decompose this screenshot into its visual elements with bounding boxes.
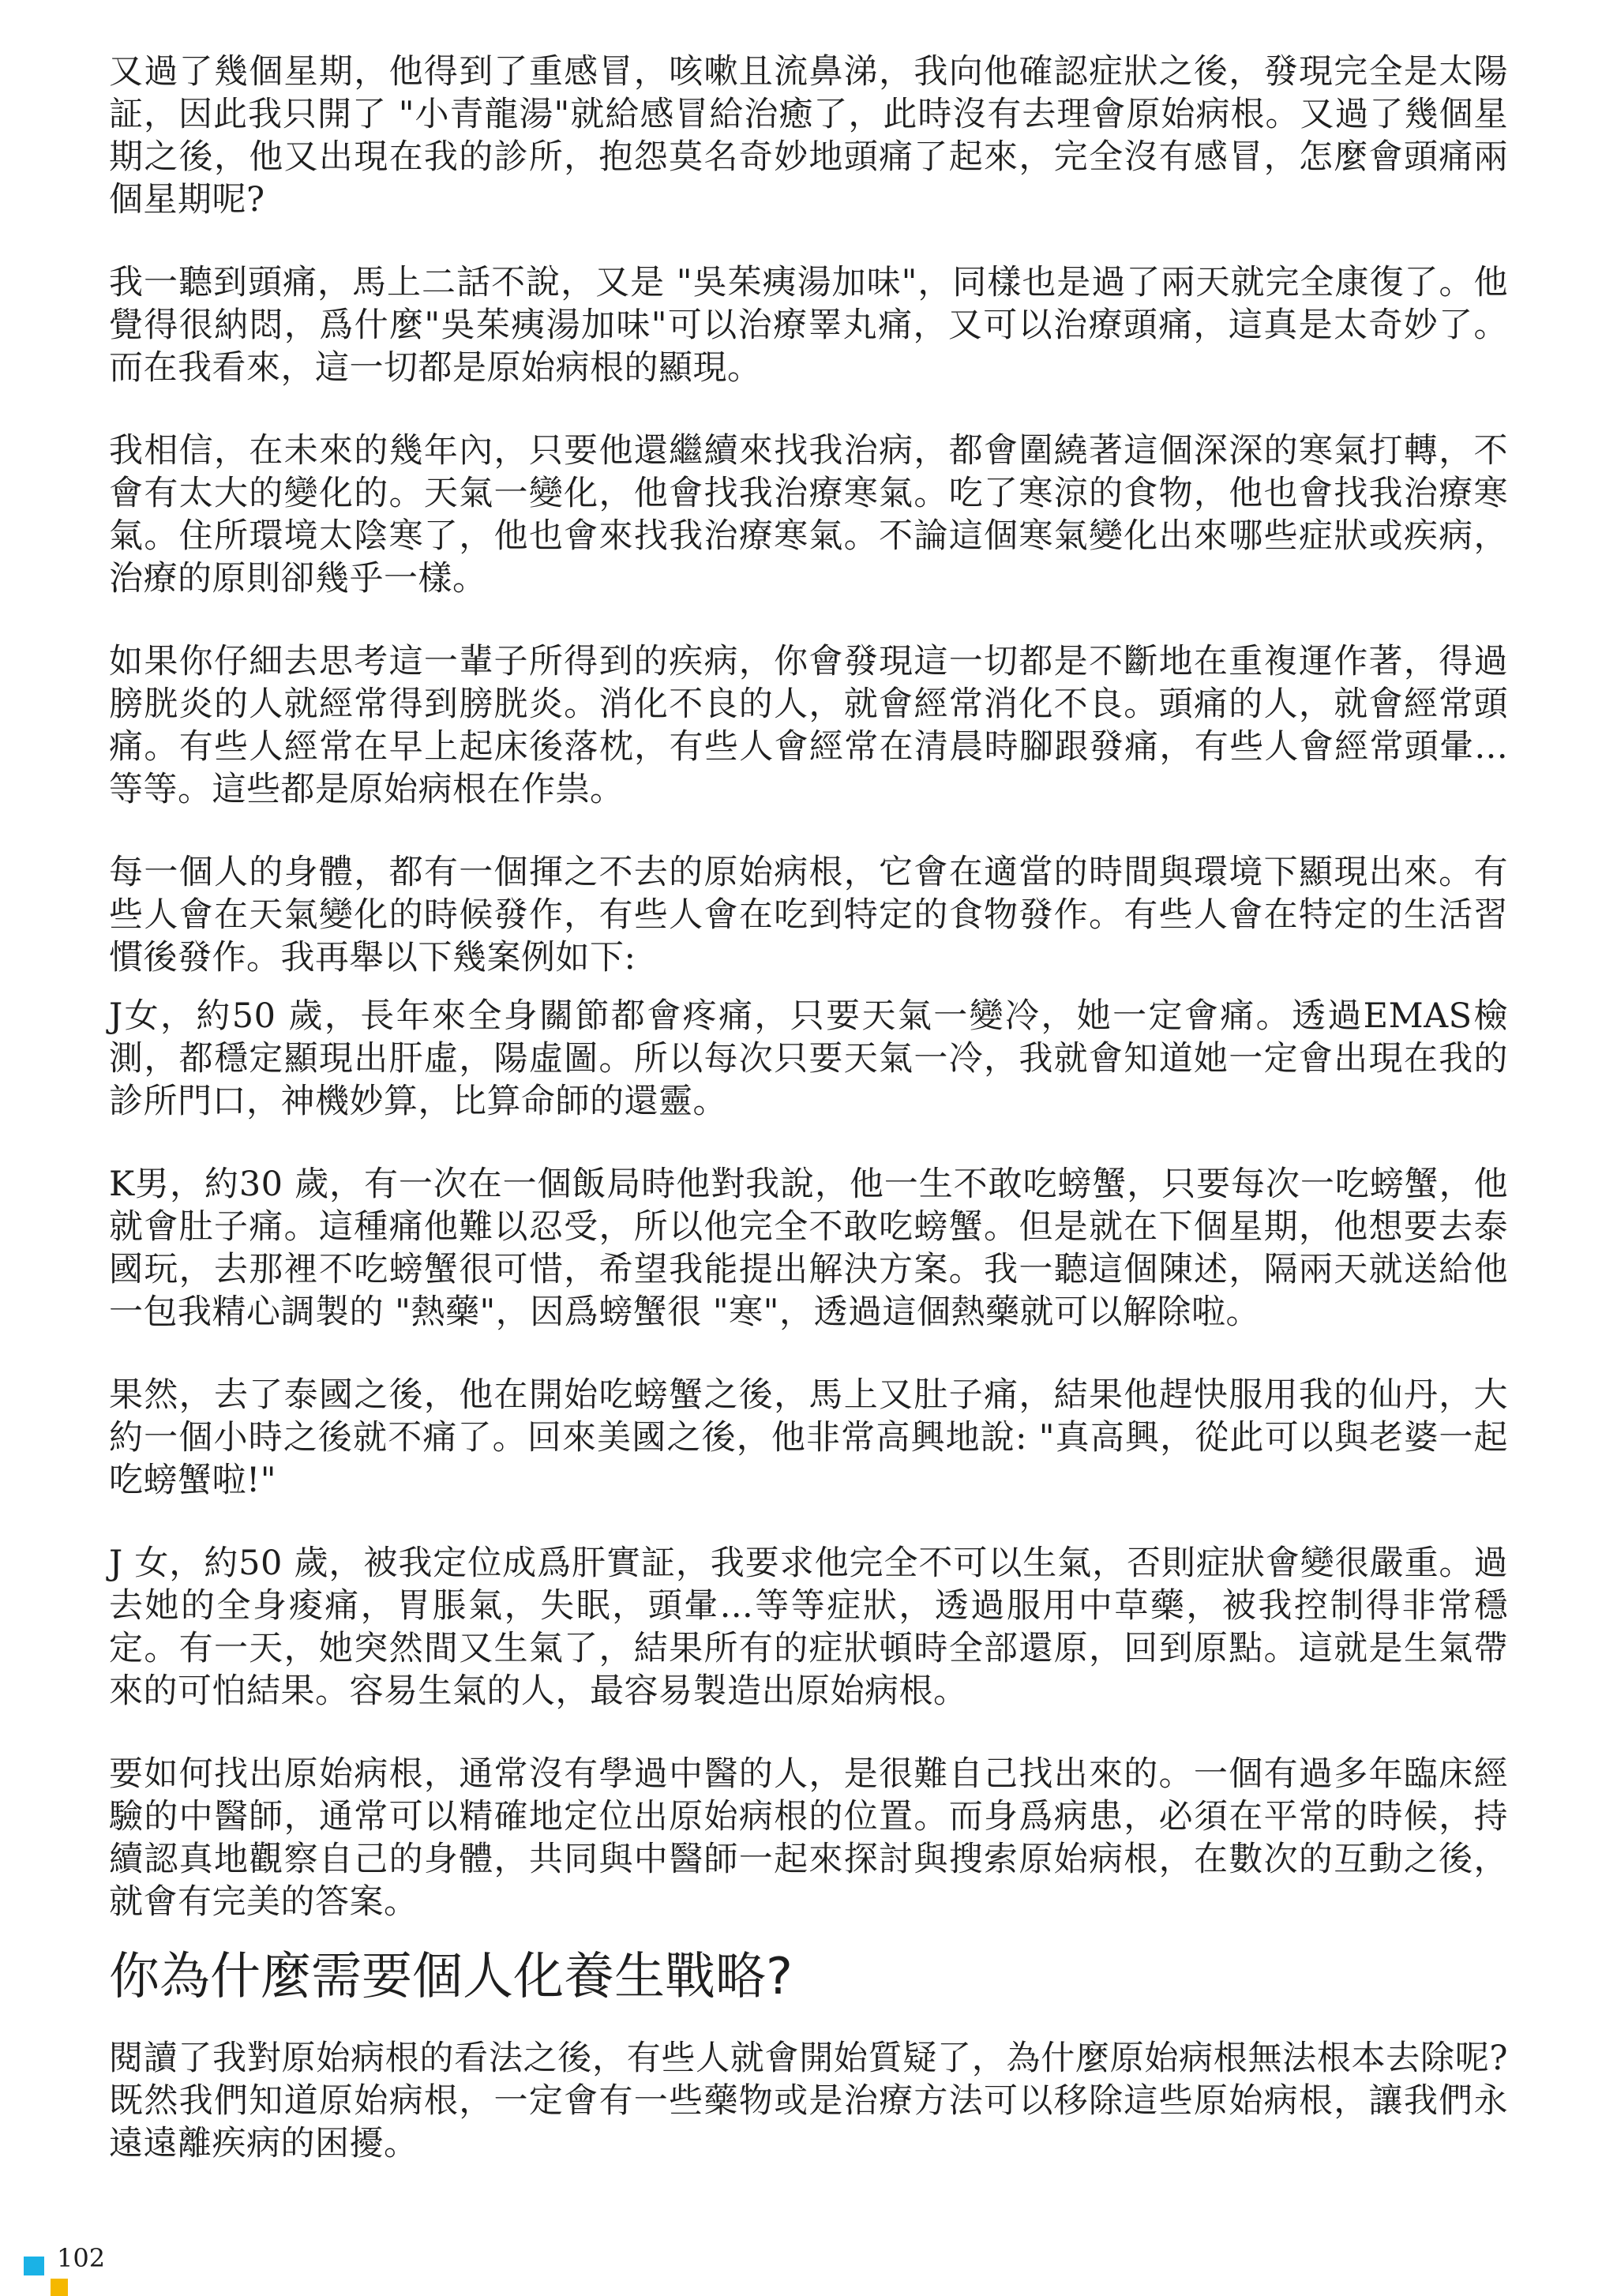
section-paragraph: 閱讀了我對原始病根的看法之後，有些人就會開始質疑了，為什麼原始病根無法根本去除呢?既然我們知道原始病根，一定會有一些藥物或是治療方法可以移除這些原始病根，讓我們永遠遠離疾病的困擾。: [109, 2039, 1508, 2163]
paragraph-4: 如果你仔細去思考這一輩子所得到的疾病，你會發現這一切都是不斷地在重複運作著，得過膀胱炎的人就經常得到膀胱炎。消化不良的人，就會經常消化不良。頭痛的人，就會經常頭痛。有些人經常在早上起床後落枕，有些人會經常在清晨時腳跟發痛，有些人會經常頭暈...等等。這些都是原始病根在作祟。: [109, 642, 1508, 809]
section-heading: 你為什麼需要個人化養生戰略?: [109, 1948, 793, 2006]
paragraph-3: 我相信，在未來的幾年內，只要他還繼續來找我治病，都會圍繞著這個深深的寒氣打轉，不會有太大的變化的。天氣一變化，他會找我治療寒氣。吃了寒涼的食物，他也會找我治療寒氣。住所環境太陰寒了，他也會來找我治療寒氣。不論這個寒氣變化出來哪些症狀或疾病，治療的原則卻幾乎一樣。: [109, 431, 1508, 598]
paragraph-finding-root-cause: 要如何找出原始病根，通常沒有學過中醫的人，是很難自己找出來的。一個有過多年臨床經驗的中醫師，通常可以精確地定位出原始病根的位置。而身爲病患，必須在平常的時候，持續認真地觀察自己的身體，共同與中醫師一起來探討與搜索原始病根，在數次的互動之後，就會有完美的答案。: [109, 1754, 1508, 1922]
case-k-male-followup: 果然，去了泰國之後，他在開始吃螃蟹之後，馬上又肚子痛，結果他趕快服用我的仙丹，大約一個小時之後就不痛了。回來美國之後，他非常高興地說: "真高興，從此可以與老婆一起吃螃蟹啦!": [109, 1375, 1508, 1500]
paragraph-2: 我一聽到頭痛，馬上二話不說，又是 "吳茱痍湯加味"，同樣也是過了兩天就完全康復了。他覺得很納悶，爲什麼"吳茱痍湯加味"可以治療睪丸痛，又可以治療頭痛，這真是太奇妙了。而在我看來，這一切都是原始病根的顯現。: [109, 263, 1508, 388]
paragraph-5: 每一個人的身體，都有一個揮之不去的原始病根，它會在適當的時間與環境下顯現出來。有些人會在天氣變化的時候發作，有些人會在吃到特定的食物發作。有些人會在特定的生活習慣後發作。我再舉以下幾案例如下:: [109, 853, 1508, 977]
yellow-square-decoration: [51, 2279, 68, 2296]
page-footer: [24, 2243, 182, 2287]
case-j-female-2: J 女，約50 歲，被我定位成爲肝實証，我要求他完全不可以生氣，否則症狀會變很嚴重。過去她的全身痠痛，胃脹氣，失眠，頭暈...等等症狀，透過服用中草藥，被我控制得非常穩定。有一天，她突然間又生氣了，結果所有的症狀頓時全部還原，回到原點。這就是生氣帶來的可怕結果。容易生氣的人，最容易製造出原始病根。: [109, 1544, 1508, 1711]
page-number: 102: [57, 2243, 106, 2273]
cyan-square-decoration: [24, 2257, 44, 2275]
case-j-female-1: J女，約50 歲，長年來全身關節都會疼痛，只要天氣一變冷，她一定會痛。透過EMAS檢測，都穩定顯現出肝虛，陽虛圖。所以每次只要天氣一冷，我就會知道她一定會出現在我的診所門口，神機妙算，比算命師的還靈。: [109, 996, 1508, 1121]
paragraph-1: 又過了幾個星期，他得到了重感冒，咳嗽且流鼻涕，我向他確認症狀之後，發現完全是太陽証，因此我只開了 "小青龍湯"就給感冒給治癒了，此時沒有去理會原始病根。又過了幾個星期之後，他又出現在我的診所，抱怨莫名奇妙地頭痛了起來，完全沒有感冒，怎麼會頭痛兩個星期呢?: [109, 52, 1508, 219]
page-body: [109, 51, 1508, 2205]
case-k-male: K男，約30 歲，有一次在一個飯局時他對我說，他一生不敢吃螃蟹，只要每次一吃螃蟹，他就會肚子痛。這種痛他難以忍受，所以他完全不敢吃螃蟹。但是就在下個星期，他想要去泰國玩，去那裡不吃螃蟹很可惜，希望我能提出解決方案。我一聽這個陳述，隔兩天就送給他一包我精心調製的 "熱藥"，因爲螃蟹很 "寒"，透過這個熱藥就可以解除啦。: [109, 1165, 1508, 1332]
